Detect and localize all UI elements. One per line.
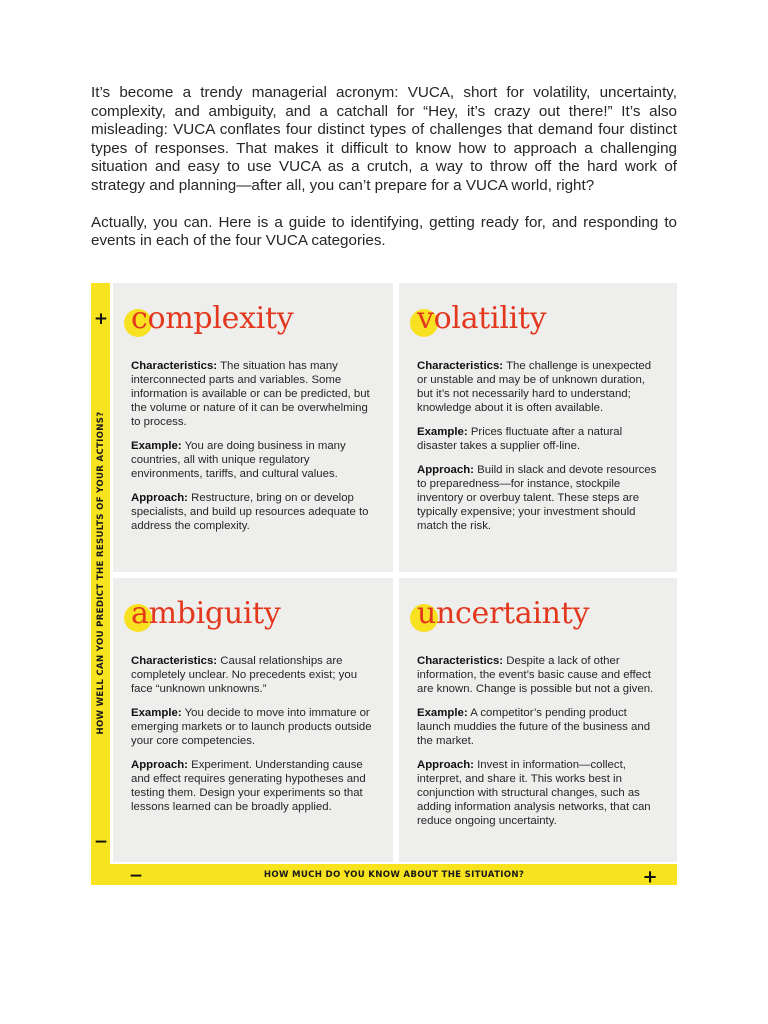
horizontal-minus-sign: − [128,866,144,886]
characteristics-entry [417,654,663,696]
quadrant-title-text: uncertainty [417,596,590,631]
approach-text: Restructure, bring on or develop specialists, and build up resources adequate to address the complexity. [131,492,369,532]
example-text: You are doing business in many countries, all with unique regulatory environments, tariffs, and cultural values. [131,440,346,480]
quadrant-uncertainty [399,578,677,862]
horizontal-plus-sign: + [642,866,658,888]
characteristics-text: The challenge is unexpected or unstable and may be of unknown duration, but it’s not necessarily hard to understand; knowledge about it is often available. [417,360,652,414]
characteristics-label: Characteristics: [417,360,504,372]
vertical-minus-sign: − [93,832,109,852]
quadrant-title [131,594,379,634]
approach-label: Approach: [131,759,188,771]
quadrant-title [417,299,663,339]
characteristics-entry [131,359,379,429]
approach-text: Experiment. Understanding cause and effect requires generating hypotheses and testing them. Design your experiments so that lessons learned can be broadly applied. [131,759,366,813]
quadrant-ambiguity [113,578,393,862]
approach-label: Approach: [131,492,188,504]
quadrant-title-text: complexity [131,301,294,336]
approach-text: Build in slack and devote resources to preparedness—for instance, stockpile inventory or overbuy talent. These steps are typically expensive; your investment should match the risk. [417,464,657,532]
vertical-axis-label: HOW WELL CAN YOU PREDICT THE RESULTS OF YOUR ACTIONS? [96,411,106,735]
example-label: Example: [131,707,182,719]
example-text: A competitor’s pending product launch muddies the future of the business and the market. [417,707,651,747]
approach-label: Approach: [417,464,474,476]
example-entry [417,425,663,453]
example-label: Example: [417,426,468,438]
quadrant-title-text: volatility [417,301,547,336]
example-label: Example: [131,440,182,452]
example-entry [131,439,379,481]
intro-paragraph-1: It’s become a trendy managerial acronym: VUCA, short for volatility, uncertainty, complexity, and ambiguity, and a catchall for “Hey, it’s crazy out there!” It’s also misleading: VUCA conflates four distinct types of challenges that demand four distinct types of responses. That makes it difficult to know how to approach a challenging situation and easy to use VUCA as a crutch, a way to throw off the hard work of strategy and planning—after all, you can’t prepare for a VUCA world, right? [91,84,677,194]
quadrant-title [131,299,379,339]
characteristics-label: Characteristics: [131,360,218,372]
characteristics-text: Causal relationships are completely unclear. No precedents exist; you face “unknown unknowns.” [131,655,358,695]
quadrant-volatility [399,283,677,572]
example-label: Example: [417,707,468,719]
characteristics-label: Characteristics: [131,655,218,667]
characteristics-entry [131,654,379,696]
vertical-plus-sign: + [93,309,109,329]
characteristics-entry [417,359,663,415]
approach-entry [417,463,663,533]
characteristics-label: Characteristics: [417,655,504,667]
example-entry [131,706,379,748]
example-entry [417,706,663,748]
characteristics-text: Despite a lack of other information, the event’s basic cause and effect are known. Change is possible but not a given. [417,655,654,695]
approach-entry [131,758,379,814]
approach-label: Approach: [417,759,474,771]
approach-entry [131,491,379,533]
example-text: You decide to move into immature or emerging markets or to launch products outside your core competencies. [131,707,372,747]
quadrant-title-text: ambiguity [131,596,281,631]
quadrant-title [417,594,663,634]
characteristics-text: The situation has many interconnected parts and variables. Some information is available or can be predicted, but the volume or nature of it can be overwhelming to process. [131,360,370,428]
approach-entry [417,758,663,828]
quadrant-complexity [113,283,393,572]
approach-text: Invest in information—collect, interpret, and share it. This works best in conjunction with structural changes, such as adding information analysis networks, that can reduce ongoing uncertainty. [417,759,651,827]
example-text: Prices fluctuate after a natural disaster takes a supplier off-line. [417,426,623,452]
horizontal-axis-label: HOW MUCH DO YOU KNOW ABOUT THE SITUATION? [263,870,525,880]
intro-paragraph-2: Actually, you can. Here is a guide to identifying, getting ready for, and responding to events in each of the four VUCA categories. [91,213,677,250]
intro-text [91,84,677,251]
